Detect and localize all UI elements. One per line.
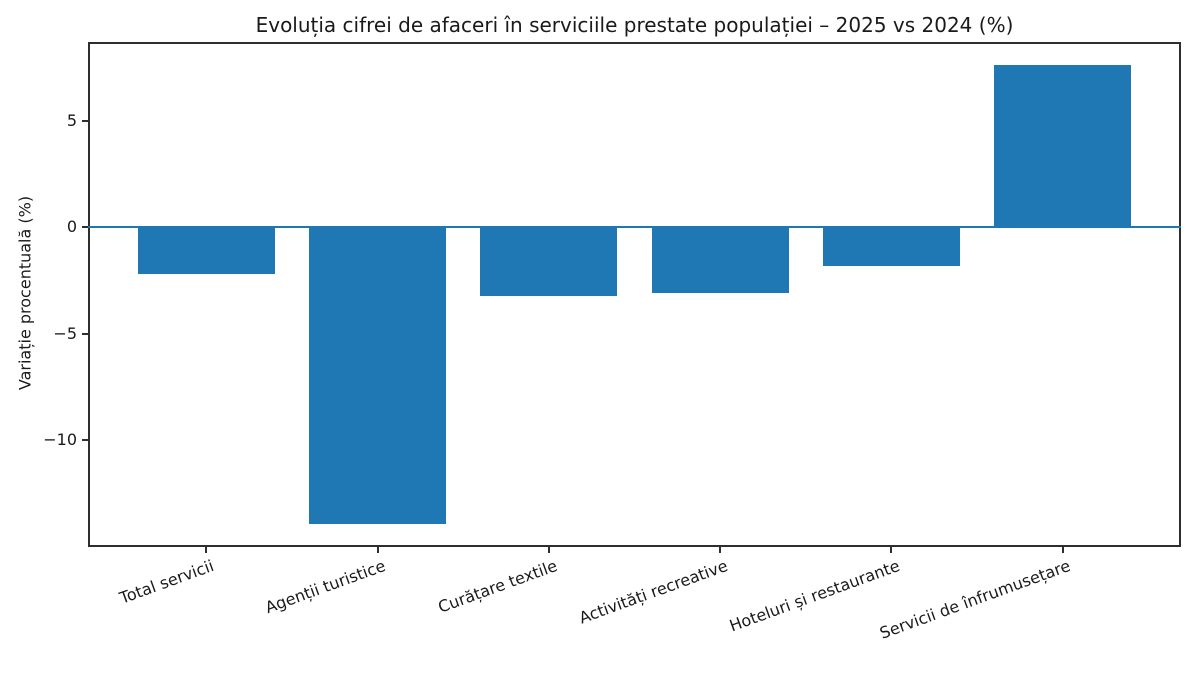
x-tick-label: Total servicii	[117, 556, 217, 608]
plot-spine-right	[1179, 42, 1181, 547]
bar-total-servicii	[138, 227, 275, 274]
x-tick-label: Activități recreative	[576, 556, 731, 628]
x-tick-mark	[719, 547, 721, 553]
plot-spine-top	[88, 42, 1181, 44]
x-tick-mark	[1062, 547, 1064, 553]
plot-spine-bottom	[88, 545, 1181, 547]
y-tick-mark	[82, 226, 88, 228]
x-tick-label: Servicii de înfrumusețare	[877, 556, 1074, 643]
bar-agentii-turistice	[309, 227, 446, 523]
x-tick-label: Hoteluri și restaurante	[726, 556, 902, 636]
y-tick-label: −5	[53, 323, 77, 343]
bar-hoteluri-si-restaurante	[823, 227, 960, 265]
plot-spine-left	[88, 42, 90, 547]
x-tick-mark	[377, 547, 379, 553]
y-tick-label: 5	[66, 110, 77, 130]
chart-title: Evoluția cifrei de afaceri în serviciile prestate populației – 2025 vs 2024 (%)	[255, 13, 1014, 37]
x-tick-label: Curățare textile	[435, 556, 560, 617]
bar-servicii-de-infrumusetare	[994, 65, 1131, 227]
bar-activitati-recreative	[652, 227, 789, 293]
x-tick-label: Agenții turistice	[262, 556, 389, 618]
plot-area	[43, 42, 1181, 643]
y-tick-label: −10	[43, 430, 77, 450]
x-tick-mark	[548, 547, 550, 553]
y-tick-mark	[82, 120, 88, 122]
y-tick-label: 0	[66, 217, 77, 237]
y-tick-mark	[82, 439, 88, 441]
bar-curatare-textile	[480, 227, 617, 295]
x-tick-mark	[205, 547, 207, 553]
y-axis-label: Variație procentuală (%)	[15, 195, 35, 391]
y-tick-mark	[82, 333, 88, 335]
x-tick-mark	[890, 547, 892, 553]
